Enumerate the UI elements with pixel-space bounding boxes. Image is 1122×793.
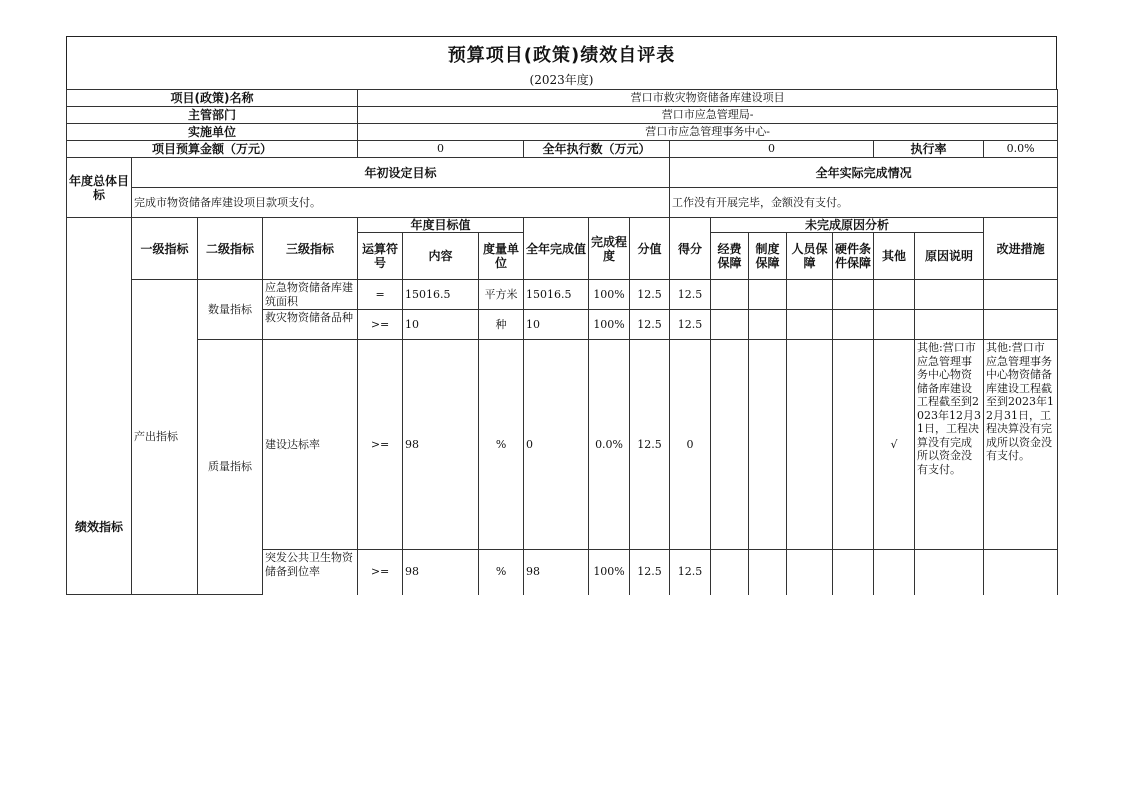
other-check-mark: √: [874, 340, 915, 550]
exec-value: 0: [670, 141, 874, 158]
dept-label: 主管部门: [67, 107, 358, 124]
actual-header: 全年完成值: [524, 218, 589, 280]
page-title: 预算项目(政策)绩效自评表: [447, 45, 676, 66]
goals-content-row: [67, 188, 1058, 218]
score-value-cell: 12.5: [630, 340, 670, 550]
target-group-header: 年度目标值: [358, 218, 524, 233]
info-row-dept: [67, 107, 1058, 124]
operator-header: 运算符号: [358, 233, 403, 280]
actual-goal-text: 工作没有开展完毕，金额没有支付。: [670, 188, 1058, 218]
level1-header: 一级指标: [132, 218, 198, 280]
indicator-name: 建设达标率: [263, 340, 358, 550]
operator-cell: =: [358, 280, 403, 310]
unit-label: 实施单位: [67, 124, 358, 141]
content-cell: 98: [403, 550, 479, 595]
budget-label: 项目预算金额（万元）: [67, 141, 358, 158]
plan-goal-header: 年初设定目标: [132, 158, 670, 188]
score-value-cell: 12.5: [630, 280, 670, 310]
score-value-cell: 12.5: [630, 550, 670, 595]
info-row-unit: [67, 124, 1058, 141]
goals-header-row: [67, 158, 1058, 188]
actual-cell: 0: [524, 340, 589, 550]
personnel-header: 人员保障: [787, 233, 833, 280]
indicator-name: 突发公共卫生物资储备到位率: [263, 550, 358, 595]
title-area: [66, 36, 1057, 89]
quantity-indicator-label: 数量指标: [198, 280, 263, 340]
indicator-name: 救灾物资储备品种: [263, 310, 358, 340]
plan-goal-text: 完成市物资储备库建设项目款项支付。: [132, 188, 670, 218]
table-row: [67, 280, 1058, 310]
score-cell: 12.5: [670, 550, 711, 595]
improve-header: 改进措施: [984, 218, 1058, 280]
report-year: (2023年度): [529, 73, 594, 87]
budget-value: 0: [358, 141, 524, 158]
exec-label: 全年执行数（万元）: [524, 141, 670, 158]
project-name-label: 项目(政策)名称: [67, 90, 358, 107]
rate-value: 0.0%: [984, 141, 1058, 158]
indicator-header-row-1: [67, 218, 1058, 233]
evaluation-sheet: [66, 36, 1057, 595]
unit-cell: %: [479, 340, 524, 550]
actual-goal-header: 全年实际完成情况: [670, 158, 1058, 188]
performance-indicator-label: 绩效指标: [67, 218, 132, 595]
output-indicator-label: 产出指标: [132, 280, 198, 595]
project-name-value: 营口市救灾物资储备库建设项目: [358, 90, 1058, 107]
actual-cell: 98: [524, 550, 589, 595]
content-cell: 10: [403, 310, 479, 340]
score-cell: 12.5: [670, 310, 711, 340]
score-value-header: 分值: [630, 218, 670, 280]
completion-cell: 100%: [589, 550, 630, 595]
funding-header: 经费保障: [711, 233, 749, 280]
score-cell: 12.5: [670, 280, 711, 310]
improve-cell: 其他:营口市应急管理事务中心物资储备库建设工程截至到2023年12月31日，工程决算没有完成所以资金没有支付。: [984, 340, 1058, 550]
rate-label: 执行率: [874, 141, 984, 158]
reason-group-header: 未完成原因分析: [711, 218, 984, 233]
operator-cell: >=: [358, 310, 403, 340]
actual-cell: 15016.5: [524, 280, 589, 310]
unit-value: 营口市应急管理事务中心-: [358, 124, 1058, 141]
score-value-cell: 12.5: [630, 310, 670, 340]
content-cell: 15016.5: [403, 280, 479, 310]
content-cell: 98: [403, 340, 479, 550]
unit-cell: 种: [479, 310, 524, 340]
indicator-name: 应急物资储备库建筑面积: [263, 280, 358, 310]
operator-cell: >=: [358, 550, 403, 595]
reason-note-cell: 其他:营口市应急管理事务中心物资储备库建设工程截至到2023年12月31日，工程决算没有完成所以资金没有支付。: [915, 340, 984, 550]
completion-cell: 100%: [589, 310, 630, 340]
unit-cell: %: [479, 550, 524, 595]
completion-cell: 100%: [589, 280, 630, 310]
reason-note-header: 原因说明: [915, 233, 984, 280]
level3-header: 三级指标: [263, 218, 358, 280]
quality-indicator-label: 质量指标: [198, 340, 263, 595]
annual-goal-label: 年度总体目标: [67, 158, 132, 218]
unit-cell: 平方米: [479, 280, 524, 310]
score-cell: 0: [670, 340, 711, 550]
system-header: 制度保障: [749, 233, 787, 280]
content-header: 内容: [403, 233, 479, 280]
info-row-budget: [67, 141, 1058, 158]
score-header: 得分: [670, 218, 711, 280]
dept-value: 营口市应急管理局-: [358, 107, 1058, 124]
operator-cell: >=: [358, 340, 403, 550]
other-header: 其他: [874, 233, 915, 280]
hardware-header: 硬件条件保障: [833, 233, 874, 280]
unit-header: 度量单位: [479, 233, 524, 280]
info-row-name: [67, 90, 1058, 107]
completion-cell: 0.0%: [589, 340, 630, 550]
completion-header: 完成程度: [589, 218, 630, 280]
actual-cell: 10: [524, 310, 589, 340]
evaluation-table: [66, 89, 1058, 595]
level2-header: 二级指标: [198, 218, 263, 280]
table-row: [67, 340, 1058, 550]
